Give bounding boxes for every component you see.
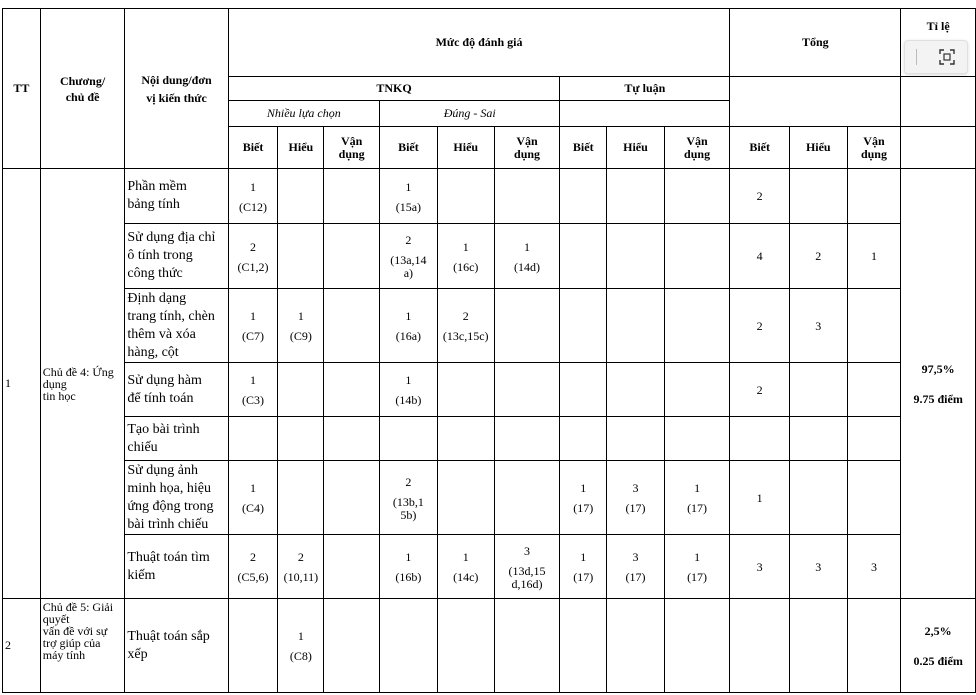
chapter-cell: Chủ đề 4: Ứng dụng tin học — [40, 169, 125, 599]
count-cell — [730, 599, 790, 693]
question-count: 1 — [250, 179, 257, 194]
count-cell — [278, 461, 324, 535]
count-cell — [380, 461, 438, 535]
true-false-header: Đúng - Sai — [380, 101, 560, 127]
count-cell — [560, 417, 607, 461]
count-cell — [664, 461, 730, 535]
count-cell — [730, 535, 790, 599]
count-cell — [437, 417, 494, 461]
table-row — [3, 417, 976, 461]
question-ref: (13a,14 a) — [390, 253, 427, 280]
count-cell — [494, 535, 560, 599]
tt-cell: 1 — [3, 169, 41, 599]
count-cell — [228, 599, 278, 693]
count-cell — [664, 535, 730, 599]
count-cell — [437, 535, 494, 599]
count-cell — [789, 289, 847, 363]
question-count: 2 — [756, 318, 763, 333]
count-cell — [789, 363, 847, 417]
count-cell — [664, 224, 730, 289]
question-count: 1 — [250, 373, 257, 387]
count-cell — [494, 461, 560, 535]
question-count: 1 — [405, 309, 412, 323]
question-ref: (13b,1 5b) — [392, 494, 424, 522]
count-cell — [789, 169, 847, 224]
count-cell — [278, 289, 324, 363]
question-ref: (17) — [625, 570, 646, 584]
question-count: 2 — [405, 474, 412, 489]
count-cell — [324, 363, 380, 417]
question-count: 2 — [250, 239, 257, 254]
count-cell — [228, 461, 278, 535]
count-cell — [847, 289, 901, 363]
count-cell — [437, 461, 494, 535]
count-cell — [324, 599, 380, 693]
level-header-3: Biết — [380, 127, 438, 169]
table-row — [3, 169, 976, 224]
ratio-cell — [901, 599, 976, 693]
chapter-header: Chương/ chủ đề — [40, 9, 125, 169]
count-cell — [380, 535, 438, 599]
topic-cell: Thuật toán tìm kiếm — [125, 535, 228, 599]
count-cell — [664, 417, 730, 461]
count-cell — [847, 417, 901, 461]
table-row — [3, 599, 976, 693]
count-cell — [664, 169, 730, 224]
question-count: 1 — [524, 239, 531, 254]
level-header-1: Hiểu — [278, 127, 324, 169]
level-header-10: Hiểu — [789, 127, 847, 169]
count-cell — [278, 599, 324, 693]
count-cell — [560, 289, 607, 363]
count-cell — [730, 417, 790, 461]
question-count: 4 — [756, 249, 763, 263]
question-count: 2 — [756, 189, 763, 203]
count-cell — [730, 461, 790, 535]
count-cell — [560, 224, 607, 289]
count-cell — [607, 599, 665, 693]
count-cell — [607, 535, 665, 599]
count-cell — [228, 535, 278, 599]
topic-cell: Thuật toán sắp xếp — [125, 599, 228, 693]
count-cell — [494, 169, 560, 224]
question-count: 1 — [250, 481, 257, 495]
topic-cell: Định dạng trang tính, chèn thêm và xóa hàng, cột — [125, 289, 228, 363]
topic-cell: Sử dụng hàm để tính toán — [125, 363, 228, 417]
question-count: 3 — [815, 559, 822, 574]
count-cell — [730, 363, 790, 417]
count-cell — [494, 599, 560, 693]
question-count: 3 — [870, 559, 877, 574]
count-cell — [607, 363, 665, 417]
multiple-choice-header: Nhiều lựa chọn — [228, 101, 379, 127]
count-cell — [278, 169, 324, 224]
question-ref: (17) — [687, 501, 708, 515]
count-cell — [324, 461, 380, 535]
count-cell — [228, 417, 278, 461]
count-cell — [847, 461, 901, 535]
count-cell — [607, 289, 665, 363]
count-cell — [730, 169, 790, 224]
question-ref: (C3) — [242, 393, 265, 407]
count-cell — [847, 169, 901, 224]
count-cell — [494, 224, 560, 289]
question-ref: (10,11) — [283, 570, 319, 584]
total-header: Tổng — [730, 9, 901, 77]
ratio-level-blank — [901, 127, 976, 169]
essay-sub-blank — [560, 101, 730, 127]
question-count: 2 — [756, 382, 763, 397]
question-count: 1 — [462, 239, 469, 254]
count-cell — [324, 169, 380, 224]
count-cell — [324, 289, 380, 363]
count-cell — [847, 363, 901, 417]
question-count: 1 — [297, 629, 304, 643]
question-ref: (C12) — [239, 199, 268, 214]
question-ref: (C1,2) — [237, 259, 269, 274]
count-cell — [324, 417, 380, 461]
question-count: 2 — [250, 550, 257, 564]
count-cell — [494, 417, 560, 461]
count-cell — [560, 363, 607, 417]
question-count: 3 — [632, 550, 639, 564]
count-cell — [789, 599, 847, 693]
count-cell — [560, 169, 607, 224]
question-count: 1 — [694, 550, 701, 564]
count-cell — [847, 535, 901, 599]
count-cell — [228, 224, 278, 289]
count-cell — [607, 417, 665, 461]
question-count: 2 — [297, 550, 304, 564]
count-cell — [437, 169, 494, 224]
count-cell — [278, 224, 324, 289]
count-cell — [789, 535, 847, 599]
question-count: 2 — [405, 233, 412, 247]
count-cell — [437, 363, 494, 417]
question-count: 1 — [756, 490, 763, 505]
question-ref: (17) — [625, 501, 646, 515]
level-header-2: Vận dụng — [324, 127, 380, 169]
count-cell — [324, 535, 380, 599]
ratio-blank — [901, 77, 976, 127]
count-cell — [437, 224, 494, 289]
count-cell — [324, 224, 380, 289]
question-count: 3 — [756, 559, 763, 574]
ratio-percent: 2,5% — [924, 623, 952, 638]
count-cell — [437, 289, 494, 363]
count-cell — [607, 169, 665, 224]
ratio-header: Tỉ lệ — [901, 9, 976, 77]
question-ref: (16c) — [453, 259, 479, 274]
question-count: 1 — [694, 481, 701, 495]
table-row — [3, 461, 976, 535]
count-cell — [494, 363, 560, 417]
question-count: 2 — [462, 309, 469, 323]
question-ref: (C5,6) — [237, 570, 269, 584]
question-ref: (C7) — [242, 329, 265, 343]
question-ref: (C4) — [242, 501, 265, 515]
count-cell — [789, 461, 847, 535]
count-cell — [847, 224, 901, 289]
question-ref: (14d) — [514, 259, 541, 274]
count-cell — [278, 363, 324, 417]
count-cell — [494, 289, 560, 363]
count-cell — [437, 599, 494, 693]
essay-header: Tự luận — [560, 77, 730, 101]
question-count: 1 — [250, 309, 257, 323]
question-ref: (C8) — [289, 649, 312, 663]
ratio-points: 9.75 điểm — [913, 391, 963, 406]
topic-cell: Phần mềm bảng tính — [125, 169, 228, 224]
tnkq-header: TNKQ — [228, 77, 560, 101]
question-count: 1 — [405, 373, 412, 387]
tt-cell: 2 — [3, 599, 41, 693]
question-count: 1 — [462, 550, 469, 564]
table-row — [3, 289, 976, 363]
assessment-level-header: Mức độ đánh giá — [228, 9, 730, 77]
count-cell — [607, 224, 665, 289]
table-row — [3, 363, 976, 417]
count-cell — [560, 535, 607, 599]
question-count: 3 — [524, 543, 531, 558]
question-ref: (13c,15c) — [442, 329, 489, 343]
question-count: 1 — [405, 550, 412, 564]
ratio-cell — [901, 169, 976, 599]
question-count: 1 — [297, 309, 304, 323]
level-header-9: Biết — [730, 127, 790, 169]
question-count: 1 — [580, 481, 587, 495]
topic-cell: Sử dụng địa chỉ ô tính trong công thức — [125, 224, 228, 289]
level-header-5: Vận dụng — [494, 127, 560, 169]
question-ref: (16a) — [395, 329, 422, 343]
question-count: 1 — [405, 179, 412, 194]
level-header-0: Biết — [228, 127, 278, 169]
count-cell — [380, 224, 438, 289]
count-cell — [730, 224, 790, 289]
question-count: 2 — [815, 249, 822, 263]
count-cell — [228, 289, 278, 363]
count-cell — [730, 289, 790, 363]
content-header: Nội dung/đơn vị kiến thức — [125, 9, 228, 169]
question-ref: (14c) — [453, 570, 479, 584]
count-cell — [664, 289, 730, 363]
question-ref: (14b) — [395, 393, 422, 407]
topic-cell: Sử dụng ảnh minh họa, hiệu ứng động trong bài trình chiếu — [125, 461, 228, 535]
question-ref: (C9) — [289, 329, 312, 343]
table-row — [3, 535, 976, 599]
ratio-percent: 97,5% — [921, 361, 955, 376]
question-ref: (13d,15 d,16d) — [508, 563, 546, 591]
fullscreen-icon[interactable] — [939, 49, 955, 65]
count-cell — [228, 363, 278, 417]
level-header-11: Vận dụng — [847, 127, 901, 169]
level-header-4: Hiểu — [437, 127, 494, 169]
question-ref: (17) — [687, 570, 708, 584]
level-header-8: Vận dụng — [664, 127, 730, 169]
assessment-matrix-table — [2, 8, 976, 693]
total-blank — [730, 77, 901, 127]
count-cell — [380, 599, 438, 693]
count-cell — [228, 169, 278, 224]
count-cell — [560, 461, 607, 535]
table-row — [3, 224, 976, 289]
count-cell — [278, 535, 324, 599]
ratio-points: 0.25 điểm — [913, 653, 963, 668]
level-header-6: Biết — [560, 127, 607, 169]
chapter-cell: Chủ đề 5: Giải quyết vấn đề với sự trợ giúp của máy tính — [40, 599, 125, 693]
topic-cell: Tạo bài trình chiếu — [125, 417, 228, 461]
question-count: 3 — [632, 481, 639, 495]
count-cell — [847, 599, 901, 693]
question-ref: (15a) — [395, 199, 422, 214]
count-cell — [664, 599, 730, 693]
count-cell — [278, 417, 324, 461]
question-count: 3 — [815, 318, 822, 333]
count-cell — [380, 169, 438, 224]
count-cell — [607, 461, 665, 535]
fullscreen-widget[interactable] — [904, 40, 968, 74]
question-ref: (16b) — [395, 570, 422, 584]
count-cell — [380, 417, 438, 461]
question-count: 1 — [870, 249, 877, 263]
tt-header: TT — [3, 9, 41, 169]
widget-divider — [916, 49, 917, 65]
question-count: 1 — [580, 550, 587, 564]
count-cell — [789, 224, 847, 289]
question-ref: (17) — [573, 570, 594, 584]
count-cell — [380, 289, 438, 363]
level-header-7: Hiểu — [607, 127, 665, 169]
question-ref: (17) — [573, 501, 594, 515]
count-cell — [380, 363, 438, 417]
count-cell — [664, 363, 730, 417]
count-cell — [789, 417, 847, 461]
count-cell — [560, 599, 607, 693]
